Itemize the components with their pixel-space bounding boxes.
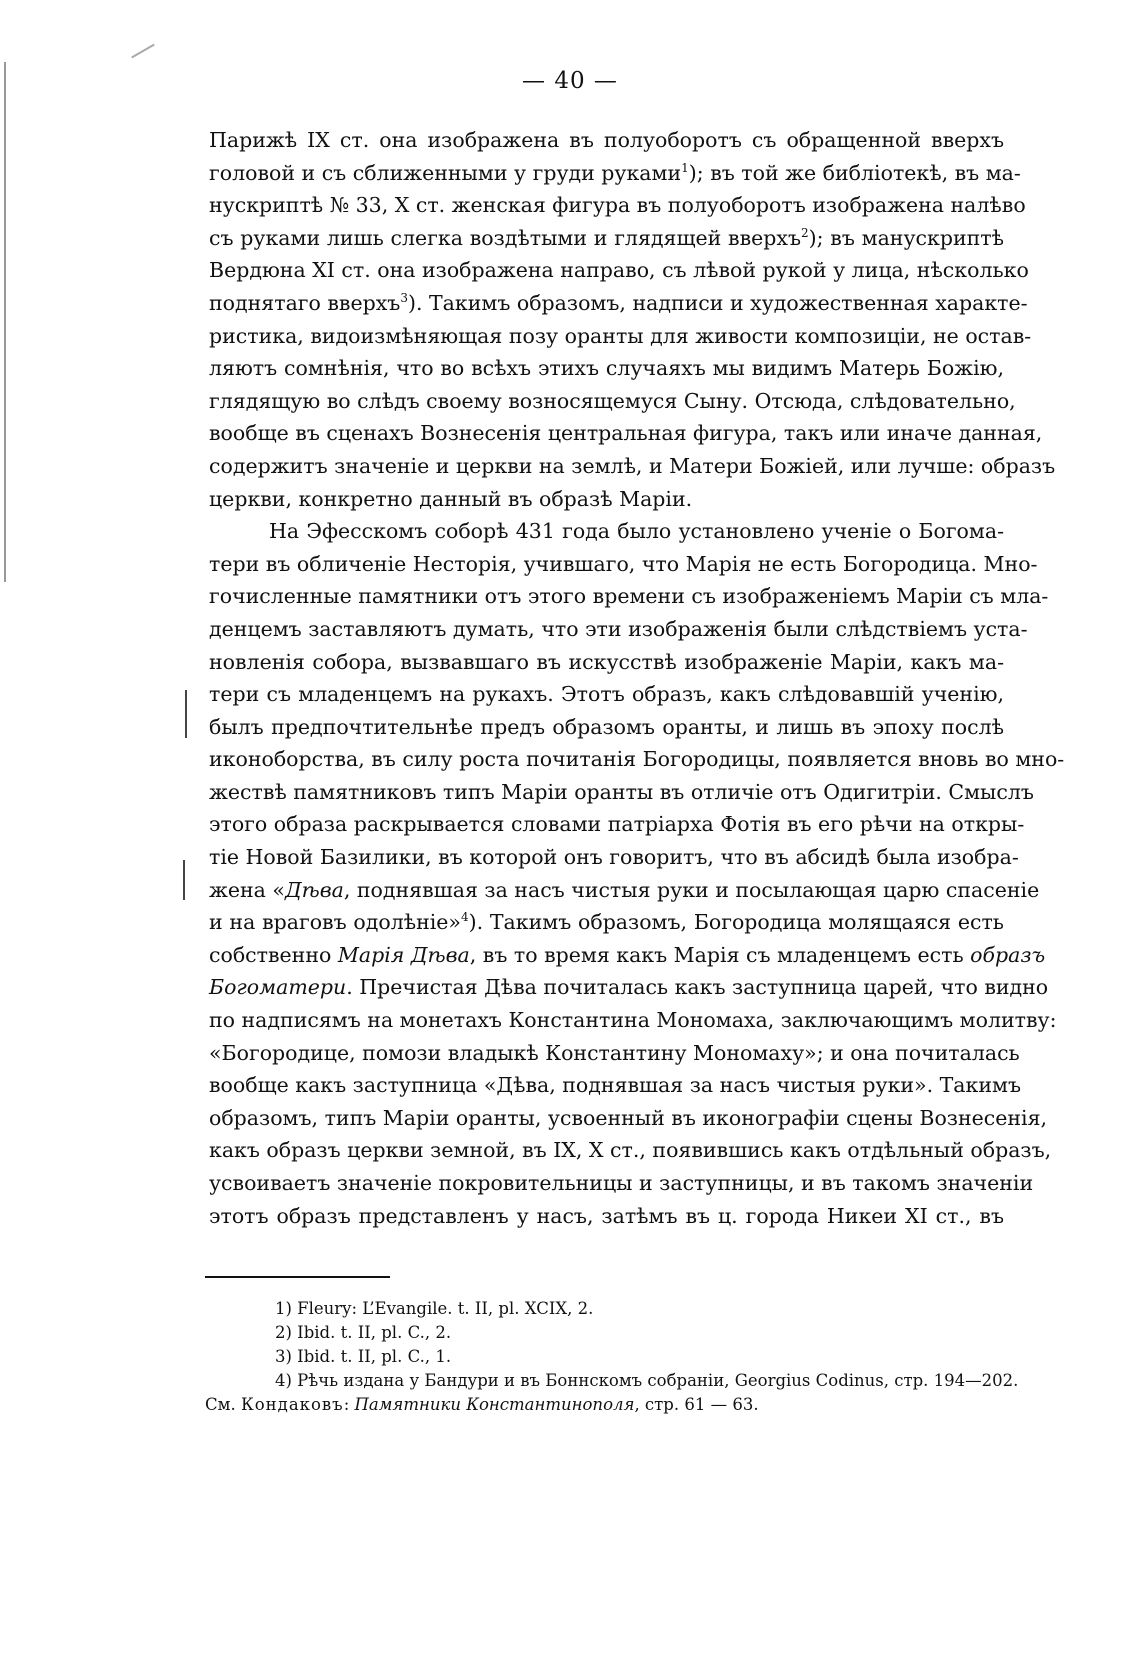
footnote-ref[interactable]: 3 xyxy=(400,291,408,306)
text-line: образомъ, типъ Маріи оранты, усвоенный въ иконографіи сцены Вознесенія, xyxy=(209,1105,1048,1130)
page-number: — 40 — xyxy=(522,68,618,94)
text-line: тіе Новой Базилики, въ которой онъ говоритъ, что въ абсидѣ была изобра- xyxy=(209,845,1019,870)
footnote: 1) Fleury: L’Evangile. t. II, pl. XCIX, 2. xyxy=(275,1299,594,1318)
text-line: и на враговъ одолѣніе»$^4$). Такимъ образомъ, Богородица молящаяся есть xyxy=(209,910,1004,935)
text-line: денцемъ заставляютъ думать, что эти изображенія были слѣдствіемъ уста- xyxy=(209,616,1028,641)
text-line: Парижѣ IX ст. она изображена въ полуоборотъ съ обращенной вверхъ xyxy=(209,128,1004,152)
text-line: жена «Дѣва, поднявшая за насъ чистыя руки и посылающая царю спасеніе xyxy=(209,877,1040,902)
italic-text: Памятники Константинополя xyxy=(354,1395,635,1414)
footnote-ref[interactable]: 1 xyxy=(681,160,689,175)
text-line: новленія собора, вызвавшаго въ искусствѣ изображеніе Маріи, какъ ма- xyxy=(209,649,1004,674)
italic-text: Марія Дѣва xyxy=(337,942,470,967)
footnotes xyxy=(205,1297,1019,1417)
text-line: тери въ обличеніе Несторія, учившаго, что Марія не есть Богородица. Мно- xyxy=(209,551,1038,576)
italic-text: Дѣва xyxy=(284,877,344,902)
footnote-ref[interactable]: 2 xyxy=(801,225,809,240)
text-line: съ руками лишь слегка воздѣтыми и глядящей вверхъ$^2$); въ манускриптѣ xyxy=(209,225,1004,250)
text-line: Вердюна XI ст. она изображена направо, съ лѣвой рукой у лица, нѣсколько xyxy=(209,258,1029,283)
text-line: по надписямъ на монетахъ Константина Мономаха, заключающимъ молитву: xyxy=(209,1008,1057,1033)
author-name: Кондаковъ xyxy=(240,1395,344,1414)
text-line: былъ предпочтительнѣе предъ образомъ оранты, и лишь въ эпоху послѣ xyxy=(209,714,1004,739)
text-line: ляютъ сомнѣнія, что во всѣхъ этихъ случаяхъ мы видимъ Матерь Божію, xyxy=(209,356,1004,381)
text-line: глядящую во слѣдъ своему возносящемуся Сыну. Отсюда, слѣдовательно, xyxy=(209,388,1016,413)
footnote-divider xyxy=(205,1276,390,1278)
footnote: 2) Ibid. t. II, pl. C., 2. xyxy=(275,1323,452,1342)
text-line: На Эфесскомъ соборѣ 431 года было установлено ученіе о Богома- xyxy=(269,519,1004,544)
main-text xyxy=(209,124,1065,1232)
text-line: собственно Марія Дѣва, въ то время какъ Марія съ младенцемъ есть образъ xyxy=(209,942,1046,967)
text-line: этотъ образъ представленъ у насъ, затѣмъ въ ц. города Никеи XI ст., въ xyxy=(209,1203,1004,1228)
text-line: головой и съ сближенными у груди руками$^1$); въ той же библіотекѣ, въ ма- xyxy=(209,160,1021,185)
text-line: нускриптѣ № 33, X ст. женская фигура въ полуоборотъ изображена налѣво xyxy=(209,193,1026,218)
text-line: содержитъ значеніе и церкви на землѣ, и Матери Божіей, или лучше: образъ xyxy=(209,453,1056,478)
text-line: иконоборства, въ силу роста почитанія Богородицы, появляется вновь во мно- xyxy=(209,747,1065,772)
text-line: «Богородице, помози владыкѣ Константину Мономаху»; и она почиталась xyxy=(209,1040,1020,1065)
text-line: гочисленные памятники отъ этого времени съ изображеніемъ Маріи съ мла- xyxy=(209,584,1049,609)
text-line: ристика, видоизмѣняющая позу оранты для живости композиціи, не остав- xyxy=(209,323,1032,348)
footnote-ref[interactable]: 4 xyxy=(460,910,469,925)
footnote-continuation: См. Кондаковъ: Памятники Константинополя, стр. 61 — 63. xyxy=(205,1395,759,1414)
text-line: усвоиваетъ значеніе покровительницы и заступницы, и въ такомъ значеніи xyxy=(209,1171,1034,1195)
footnote: 4) Рѣчь издана у Бандури и въ Боннскомъ собраніи, Georgius Codinus, стр. 194—202. xyxy=(275,1371,1019,1390)
text-line: жествѣ памятниковъ типъ Маріи оранты въ отличіе отъ Одигитріи. Смыслъ xyxy=(209,779,1034,804)
footnote: 3) Ibid. t. II, pl. C., 1. xyxy=(275,1347,452,1366)
text-line: Богоматери. Пречистая Дѣва почиталась какъ заступница царей, что видно xyxy=(209,975,1049,1000)
text-line: вообще какъ заступница «Дѣва, поднявшая за насъ чистыя руки». Такимъ xyxy=(209,1073,1021,1098)
text-line: этого образа раскрывается словами патріарха Фотія въ его рѣчи на откры- xyxy=(209,812,1025,837)
italic-text: Богоматери xyxy=(209,975,347,1000)
text-line: вообще въ сценахъ Вознесенія центральная фигура, такъ или иначе данная, xyxy=(209,421,1043,446)
text-line: тери съ младенцемъ на рукахъ. Этотъ образъ, какъ слѣдовавшій ученію, xyxy=(209,682,1004,707)
italic-text: образъ xyxy=(970,942,1046,967)
text-line: какъ образъ церкви земной, въ IX, X ст., появившись какъ отдѣльный образъ, xyxy=(209,1138,1052,1163)
text-line: поднятаго вверхъ$^3$). Такимъ образомъ, надписи и художественная характе- xyxy=(209,290,1028,315)
text-line: церкви, конкретно данный въ образѣ Маріи. xyxy=(209,486,693,511)
